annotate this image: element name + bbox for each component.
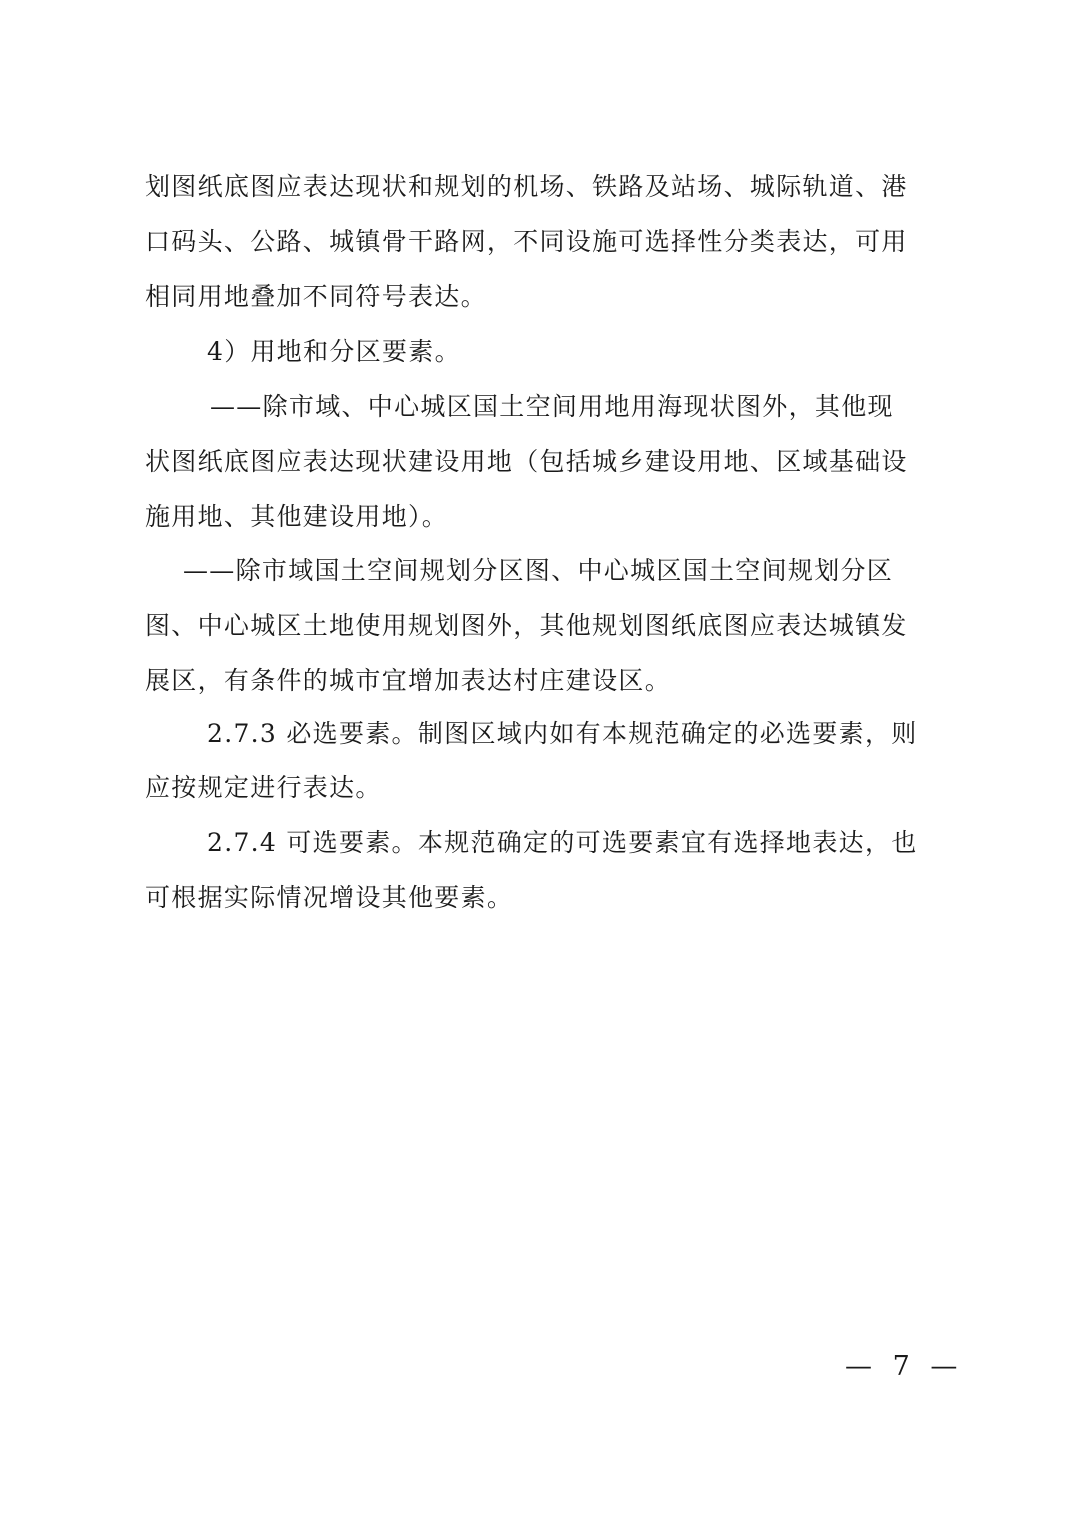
text-line: 2.7.3 必选要素。制图区域内如有本规范确定的必选要素，则 <box>207 719 918 748</box>
text-line: 状图纸底图应表达现状建设用地（包括城乡建设用地、区域基础设 <box>145 447 908 476</box>
text-line: ——除市域、中心城区国土空间用地用海现状图外，其他现 <box>210 392 894 421</box>
text-line: 2.7.4 可选要素。本规范确定的可选要素宜有选择地表达，也 <box>207 828 918 857</box>
text-line: 可根据实际情况增设其他要素。 <box>145 883 514 912</box>
text-line: 图、中心城区土地使用规划图外，其他规划图纸底图应表达城镇发 <box>145 611 908 640</box>
text-line: 施用地、其他建设用地）。 <box>145 502 449 531</box>
text-line: ——除市域国土空间规划分区图、中心城区国土空间规划分区 <box>183 556 894 585</box>
text-line: 口码头、公路、城镇骨干路网，不同设施可选择性分类表达，可用 <box>145 227 908 256</box>
page-number: — 7 — <box>845 1351 964 1382</box>
text-line: 应按规定进行表达。 <box>145 773 382 802</box>
text-line: 划图纸底图应表达现状和规划的机场、铁路及站场、城际轨道、港 <box>145 172 908 201</box>
text-line: 展区，有条件的城市宜增加表达村庄建设区。 <box>145 666 672 695</box>
text-line: 4）用地和分区要素。 <box>207 337 461 366</box>
text-line: 相同用地叠加不同符号表达。 <box>145 282 487 311</box>
